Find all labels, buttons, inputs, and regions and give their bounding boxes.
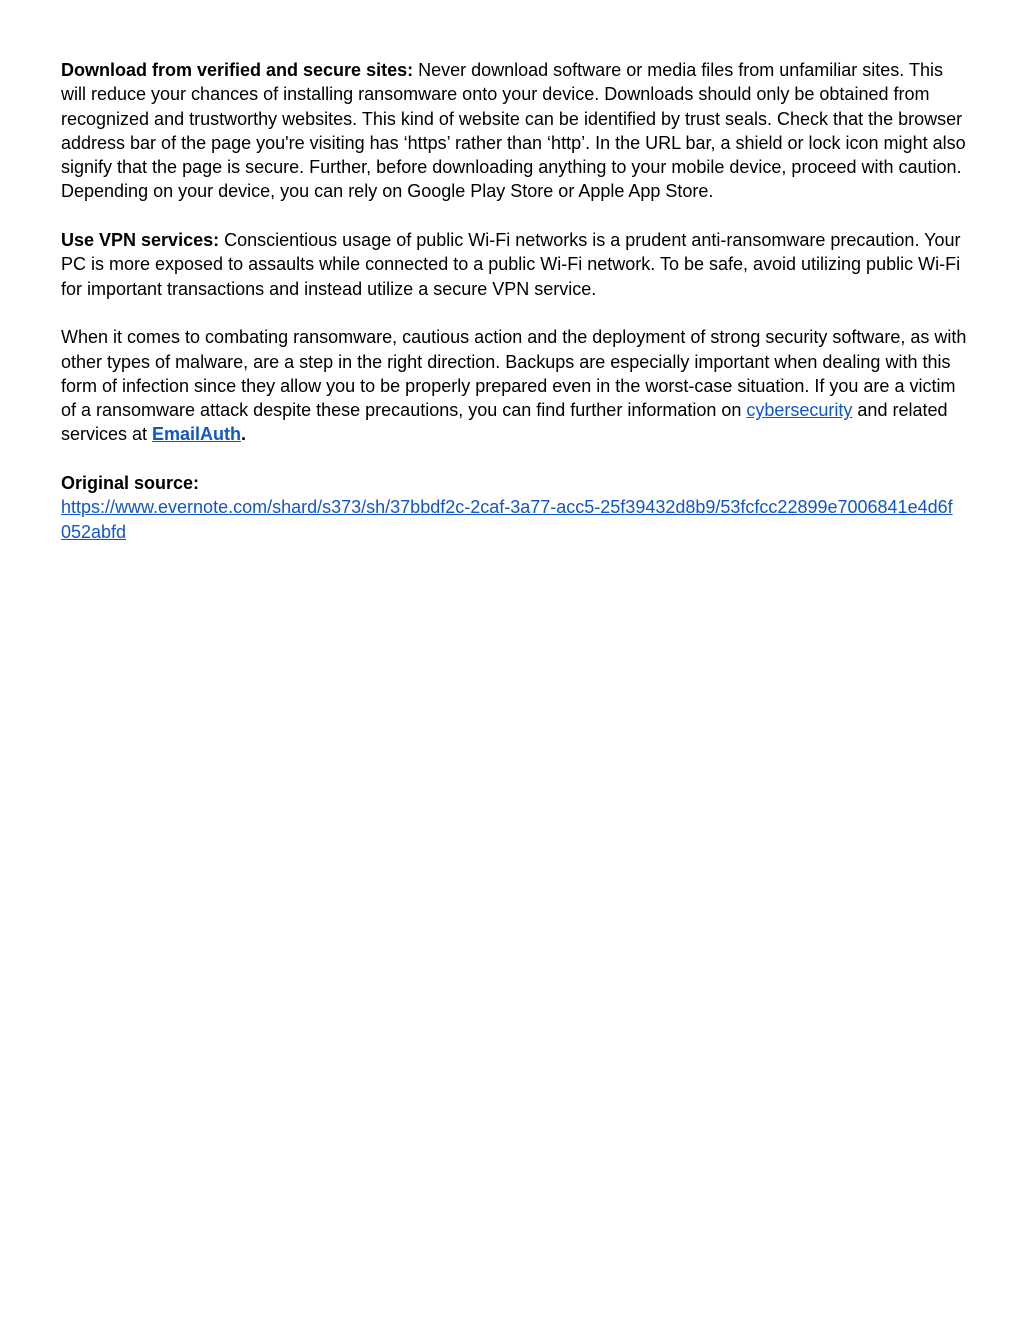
vpn-paragraph (61, 228, 971, 301)
conclusion-end: . (241, 424, 247, 445)
download-body: Never download software or media files from unfamiliar sites. This will reduce your chances of installing ransomware onto your device. Downloads should only be obtained from recognized and trustworthy websites. This kind of website can be identified by trust seals. Check that the browser address bar of the page you're visiting has ‘https’ rather than ‘http’. In the URL bar, a shield or lock icon might also signify that the page is secure. Further, before downloading anything to your mobile device, proceed with caution. Depending on your device, you can rely on Google Play Store or Apple App Store. (61, 60, 966, 202)
cybersecurity-link[interactable]: cybersecurity (746, 400, 853, 421)
emailauth-link[interactable]: EmailAuth (152, 424, 242, 445)
source-heading: Original source: (61, 473, 200, 494)
download-heading: Download from verified and secure sites: (61, 60, 414, 80)
vpn-body: Conscientious usage of public Wi-Fi networks is a prudent anti-ransomware precaution. Your PC is more exposed to assaults while connected to a public Wi-Fi network. To be safe, avoid utilizing public Wi-Fi for important transactions and instead utilize a secure VPN service. (61, 230, 961, 299)
download-paragraph (61, 58, 971, 204)
conclusion-middle: and related services at (61, 400, 948, 445)
source-paragraph (61, 471, 971, 544)
document-page (61, 58, 971, 568)
conclusion-body: When it comes to combating ransomware, cautious action and the deployment of strong security software, as with other types of malware, are a step in the right direction. Backups are especially important when dealing with this form of infection since they allow you to be properly prepared even in the worst-case situation. If you are a victim of a ransomware attack despite these precautions, you can find further information on (61, 327, 967, 421)
conclusion-paragraph (61, 325, 971, 446)
vpn-heading: Use VPN services: (61, 230, 220, 251)
source-url-link[interactable]: https://www.evernote.com/shard/s373/sh/37bbdf2c-2caf-3a77-acc5-25f39432d8b9/53fcfcc22899e7006841e4d6f052abfd (61, 497, 953, 542)
